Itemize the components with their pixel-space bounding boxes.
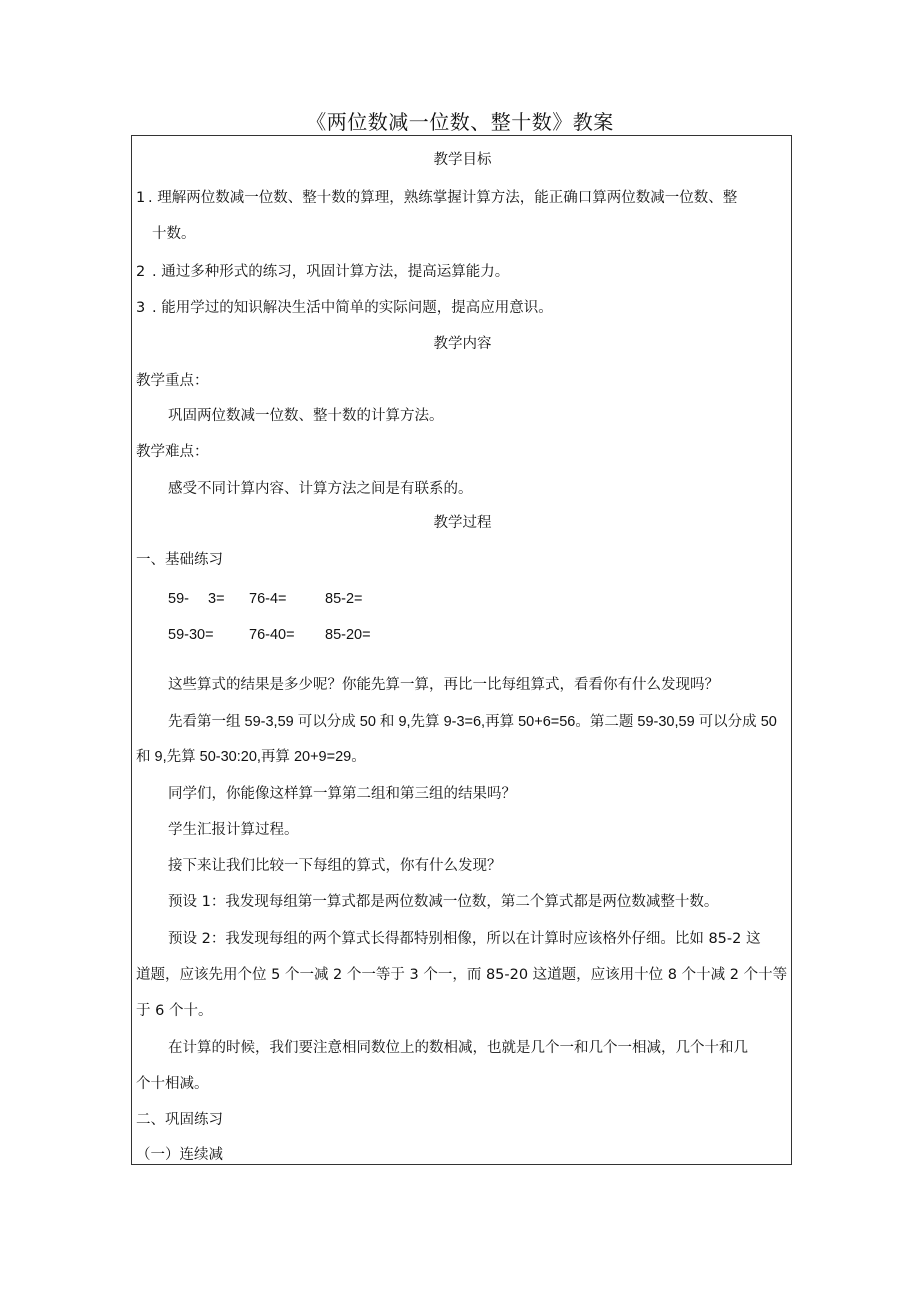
paragraph-report: 学生汇报计算过程。 [168, 822, 299, 838]
objective-3-number: 3 [136, 300, 146, 316]
key-point-text: 巩固两位数减一位数、整十数的计算方法。 [168, 408, 444, 424]
equation-85-2: 85-2= [325, 591, 363, 607]
equation-59-3-left: 59- [168, 591, 189, 607]
objective-1-text: . 理解两位数减一位数、整十数的算理，熟练掌握计算方法，能正确口算两位数减一位数、整 [148, 190, 738, 206]
objective-1-text-cont: 十数。 [152, 226, 196, 242]
difficulty-label: 教学难点： [136, 444, 209, 460]
paragraph-preset-1: 预设 1：我发现每组第一算式都是两位数减一位数，第二个算式都是两位数减整十数。 [168, 894, 719, 910]
content-heading: 教学内容 [433, 336, 492, 352]
paragraph-attention-line2: 个十相减。 [136, 1076, 209, 1092]
section-consolidation-practice: 二、巩固练习 [136, 1112, 223, 1128]
key-point-label: 教学重点： [136, 373, 209, 389]
subsection-continuous-subtraction: （一）连续减 [136, 1147, 223, 1163]
paragraph-explanation-line1: 先看第一组 59-3,59 可以分成 50 和 9,先算 9-3=6,再算 50+6=56。第二题 59-30,59 可以分成 50 [168, 714, 777, 730]
process-heading: 教学过程 [433, 515, 492, 531]
difficulty-text: 感受不同计算内容、计算方法之间是有联系的。 [168, 481, 473, 497]
equation-76-40: 76-40= [249, 627, 295, 643]
objective-1-number: 1 [136, 190, 146, 206]
objectives-heading: 教学目标 [433, 152, 492, 168]
paragraph-preset-2-line2: 道题，应该先用个位 5 个一减 2 个一等于 3 个一，而 85-20 这道题，应该用十位 8 个十减 2 个十等 [136, 967, 788, 983]
paragraph-attention-line1: 在计算的时候，我们要注意相同数位上的数相减，也就是几个一和几个一相减，几个十和几 [168, 1040, 748, 1056]
section-basic-practice: 一、基础练习 [136, 552, 223, 568]
paragraph-explanation-line2: 和 9,先算 50-30:20,再算 20+9=29。 [136, 749, 366, 765]
document-title: 《两位数减一位数、整十数》教案 [306, 110, 614, 134]
equation-85-20: 85-20= [325, 627, 371, 643]
paragraph-compare: 接下来让我们比较一下每组的算式，你有什么发现？ [168, 858, 502, 874]
equation-59-30: 59-30= [168, 627, 214, 643]
objective-3-text: . 能用学过的知识解决生活中简单的实际问题，提高应用意识。 [152, 300, 553, 316]
objective-2-number: 2 [136, 264, 146, 280]
equation-59-3-right: 3= [208, 591, 225, 607]
paragraph-question: 这些算式的结果是多少呢？你能先算一算，再比一比每组算式，看看你有什么发现吗？ [168, 677, 719, 693]
paragraph-preset-2-line3: 于 6 个十。 [136, 1003, 213, 1019]
equation-76-4: 76-4= [249, 591, 287, 607]
lesson-plan-table [131, 135, 792, 1165]
objective-2-text: . 通过多种形式的练习，巩固计算方法，提高运算能力。 [152, 264, 510, 280]
paragraph-try: 同学们，你能像这样算一算第二组和第三组的结果吗？ [168, 786, 516, 802]
paragraph-preset-2-line1: 预设 2：我发现每组的两个算式长得都特别相像，所以在计算时应该格外仔细。比如 85-2 这 [168, 931, 761, 947]
